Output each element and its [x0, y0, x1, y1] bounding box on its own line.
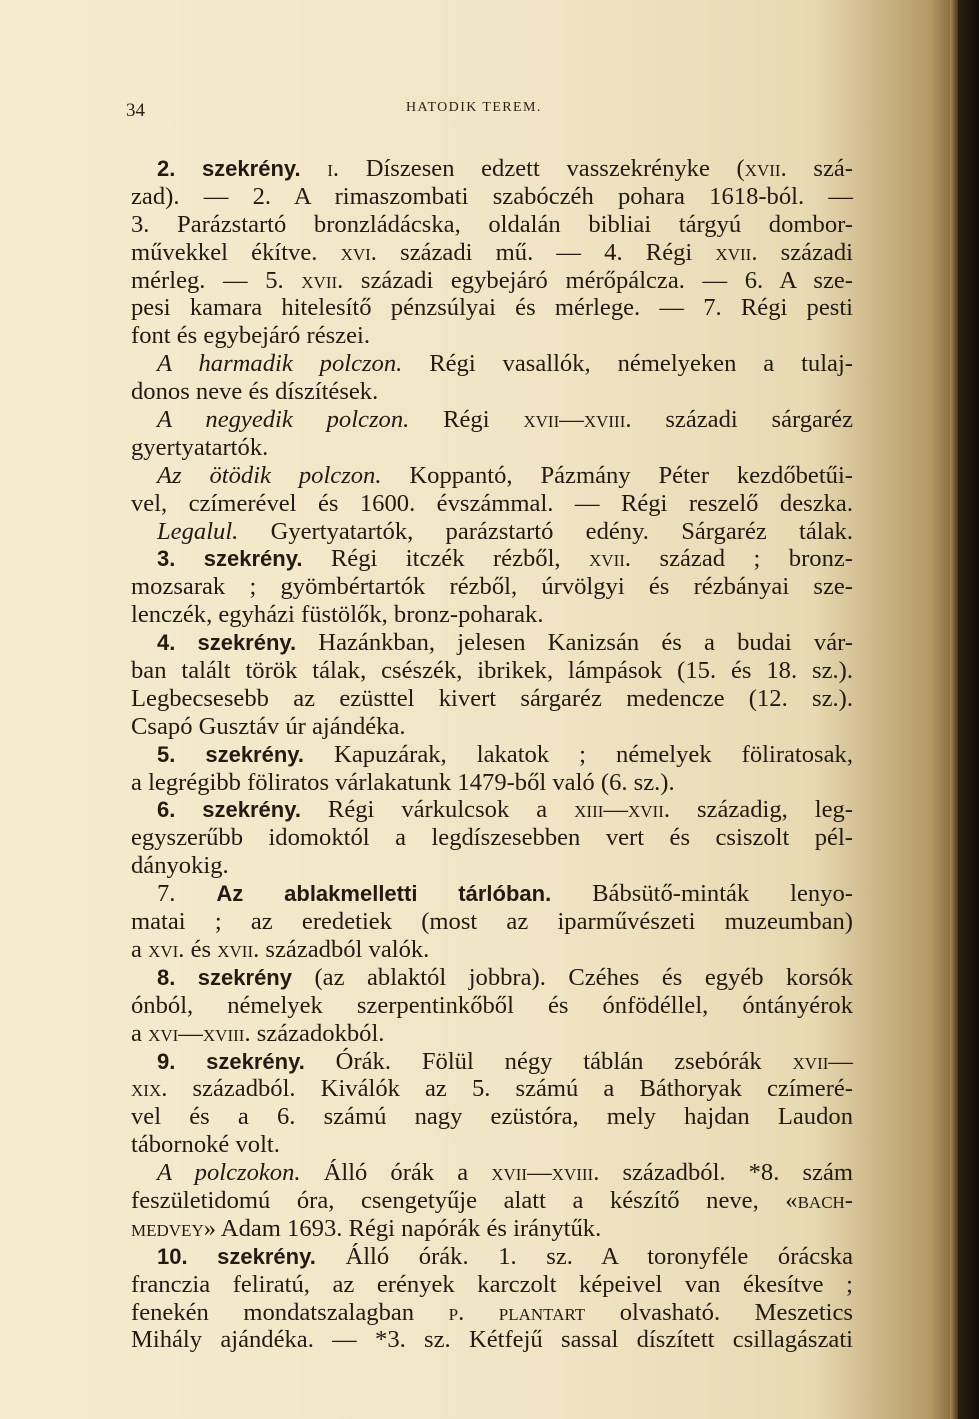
text-line	[131, 1020, 853, 1048]
text-line	[131, 1271, 853, 1299]
text-run: Régi	[409, 406, 524, 434]
text-run: vel és a 6. számú nagy ezüstóra, mely hajdan Laudon	[131, 1103, 853, 1131]
text-run: xvii—xviii	[491, 1159, 594, 1187]
text-run: a	[131, 935, 149, 963]
text-run: . századból valók.	[253, 935, 430, 963]
text-block	[131, 155, 853, 1354]
text-line	[131, 434, 853, 462]
text-run: vel, czímerével és 1600. évszámmal. — Régi reszelő deszka.	[131, 489, 853, 517]
section-heading: 2. szekrény.	[157, 156, 301, 181]
text-run: xvii	[792, 1047, 829, 1075]
text-run: Álló órák a	[300, 1159, 492, 1187]
text-run: . századból. Kiválók az 5. számú a Báthoryak czímeré-	[161, 1075, 853, 1103]
text-run: 7.	[157, 880, 217, 908]
section-heading: 8. szekrény	[157, 964, 292, 990]
text-run: p. plantart	[448, 1298, 586, 1326]
text-run: Órák. Fölül négy táblán zsebórák	[304, 1047, 793, 1075]
text-line	[131, 824, 853, 852]
text-line	[131, 992, 853, 1020]
text-run: a	[131, 1019, 149, 1047]
text-line	[131, 211, 853, 239]
text-run: lenczék, egyházi füstölők, bronz-poharak.	[131, 601, 544, 629]
text-run: Legbecsesebb az ezüsttel kivert sárgaréz medencze (12. sz.).	[131, 684, 853, 712]
text-line	[131, 239, 853, 267]
text-line	[131, 1299, 853, 1327]
text-run: ban talált török tálak, csészék, ibrikek, lámpások (15. és 18. sz.).	[131, 657, 853, 685]
italic-subheading: Az ötödik polczon.	[157, 461, 382, 489]
text-line	[131, 936, 853, 964]
text-run: mozsarak ; gyömbértartók rézből, úrvölgyi és rézbányai sze-	[131, 573, 853, 601]
text-run: bach-	[797, 1186, 853, 1214]
text-line	[131, 964, 853, 992]
text-run: . századig, leg-	[663, 796, 853, 824]
running-title: HATODIK TEREM.	[406, 100, 542, 115]
text-run: egyszerűbb idomoktól a legdíszesebben vert és csiszolt pél-	[131, 824, 853, 852]
text-line	[131, 796, 853, 824]
section-heading: 10. szekrény.	[157, 1243, 316, 1269]
book-gutter-shadow	[958, 0, 979, 1419]
text-run: —	[828, 1047, 853, 1075]
text-run: Csapó Gusztáv úr ajándéka.	[131, 712, 406, 740]
text-run: . Díszesen edzett vasszekrényke (	[332, 155, 745, 182]
text-run: Mihály ajándéka. — *3. sz. Kétfejű sassal díszített csillagászati	[131, 1326, 853, 1354]
text-line	[131, 322, 853, 350]
text-line	[131, 657, 853, 685]
text-line	[131, 490, 853, 518]
text-run: ónból, némelyek szerpentinkőből és ónfödéllel, óntányérok	[131, 991, 853, 1019]
section-heading: 4. szekrény.	[157, 630, 297, 656]
text-line	[131, 880, 853, 908]
text-run: . század ; bronz-	[624, 545, 853, 573]
text-run: i	[327, 155, 333, 182]
text-line	[131, 1215, 853, 1243]
text-line	[131, 1243, 853, 1271]
text-line	[131, 1187, 853, 1215]
text-line	[131, 545, 853, 573]
text-run: . századi egybejáró mérőpálcza. — 6. A sze-	[337, 266, 853, 294]
text-run	[301, 155, 328, 182]
text-line	[131, 1048, 853, 1076]
section-heading: 6. szekrény.	[157, 797, 301, 823]
text-line	[131, 155, 853, 183]
italic-subheading: A harmadik polczon.	[157, 350, 403, 378]
text-run: (az ablaktól jobbra). Czéhes és egyéb korsók	[291, 963, 853, 991]
section-heading: 3. szekrény.	[157, 546, 303, 572]
section-heading: 5. szekrény.	[157, 741, 305, 767]
text-run: xvi—xviii	[148, 1019, 245, 1047]
italic-subheading: Legalul.	[157, 517, 239, 545]
section-heading: Az ablakmelletti tárlóban.	[216, 881, 552, 907]
text-line	[131, 1326, 853, 1354]
text-run: . és	[178, 935, 218, 963]
text-run: pesi kamara hitelesítő pénzsúlyai és mérlege. — 7. Régi pesti	[131, 294, 853, 322]
text-run: Kapuzárak, lakatok ; némelyek föliratosak,	[304, 740, 853, 768]
text-line	[131, 601, 853, 629]
text-run: Álló órák. 1. sz. A toronyféle órácska	[315, 1242, 854, 1270]
text-line	[131, 462, 853, 490]
text-line	[131, 518, 853, 546]
text-run: . századokból.	[244, 1019, 385, 1047]
text-line	[131, 1075, 853, 1103]
text-line	[131, 908, 853, 936]
text-line	[131, 852, 853, 880]
text-run: xvii	[715, 238, 752, 266]
text-run: művekkel ékítve.	[131, 238, 341, 266]
text-line	[131, 378, 853, 406]
text-run: Régi vasallók, némelyeken a tulaj-	[402, 350, 853, 378]
text-run: xvi	[340, 238, 371, 266]
text-line	[131, 183, 853, 211]
page-number: 34	[126, 100, 145, 121]
text-run: Koppantó, Pázmány Péter kezdőbetűi-	[381, 461, 853, 489]
text-run: . századi sárgaréz	[625, 406, 853, 434]
text-run: » Adam 1693. Régi napórák és iránytűk.	[203, 1214, 602, 1242]
text-run: Gyertyatartók, parázstartó edény. Sárgaréz tálak.	[238, 517, 853, 545]
text-line	[131, 713, 853, 741]
text-run: donos neve és díszítések.	[131, 378, 379, 406]
text-line	[131, 741, 853, 769]
text-line	[131, 1103, 853, 1131]
text-run: Bábsütő-minták lenyo-	[551, 880, 853, 908]
text-run: . századi mű. — 4. Régi	[370, 238, 716, 266]
text-run: tábornoké volt.	[131, 1131, 280, 1159]
text-run: Régi várkulcsok a	[300, 796, 575, 824]
text-run: xvii	[301, 266, 338, 294]
text-run: 3. Parázstartó bronzládácska, oldalán bibliai tárgyú dombor-	[131, 210, 853, 238]
text-run: xvii	[744, 155, 781, 182]
text-run: feszületidomú óra, csengetyűje alatt a készítő neve, «	[131, 1186, 798, 1214]
text-run: xix	[131, 1075, 162, 1103]
text-line	[131, 267, 853, 295]
text-run: . századi	[751, 238, 853, 266]
text-line	[131, 769, 853, 797]
text-run: fenekén mondatszalagban	[131, 1298, 449, 1326]
text-run: font és egybejáró részei.	[131, 322, 370, 350]
text-line	[131, 1131, 853, 1159]
text-run: xvii	[589, 545, 625, 573]
text-line	[131, 350, 853, 378]
text-run: xvi	[148, 935, 179, 963]
text-run: Régi itczék rézből,	[302, 545, 590, 573]
text-run: xvii—xviii	[523, 406, 626, 434]
text-run: a legrégibb föliratos várlakatunk 1479-ből való (6. sz.).	[131, 768, 675, 796]
text-run: xiii—xvii	[574, 796, 664, 824]
text-run: medvey	[131, 1214, 204, 1242]
text-run: Hazánkban, jelesen Kanizsán és a budai vár-	[296, 629, 853, 657]
text-line	[131, 573, 853, 601]
text-run: xvii	[217, 935, 254, 963]
text-run: . szá-	[780, 155, 853, 182]
text-line	[131, 294, 853, 322]
text-run: dányokig.	[131, 852, 229, 880]
text-line	[131, 629, 853, 657]
text-run: olvasható. Meszetics	[585, 1298, 854, 1326]
text-run: matai ; az eredetiek (most az iparművészeti muzeumban)	[131, 908, 853, 936]
text-run: mérleg. — 5.	[131, 266, 302, 294]
text-run: franczia feliratú, az erények karczolt képeivel van ékesítve ;	[131, 1270, 853, 1298]
text-line	[131, 685, 853, 713]
text-run: zad). — 2. A rimaszombati szabóczéh pohara 1618-ból. —	[131, 182, 853, 210]
italic-subheading: A polczokon.	[157, 1159, 301, 1187]
section-heading: 9. szekrény.	[157, 1048, 305, 1074]
text-run: gyertyatartók.	[131, 433, 269, 461]
text-line	[131, 1159, 853, 1187]
italic-subheading: A negyedik polczon.	[157, 406, 410, 434]
text-line	[131, 406, 853, 434]
page-edge	[950, 0, 958, 1419]
text-run: . századból. *8. szám	[593, 1159, 853, 1187]
